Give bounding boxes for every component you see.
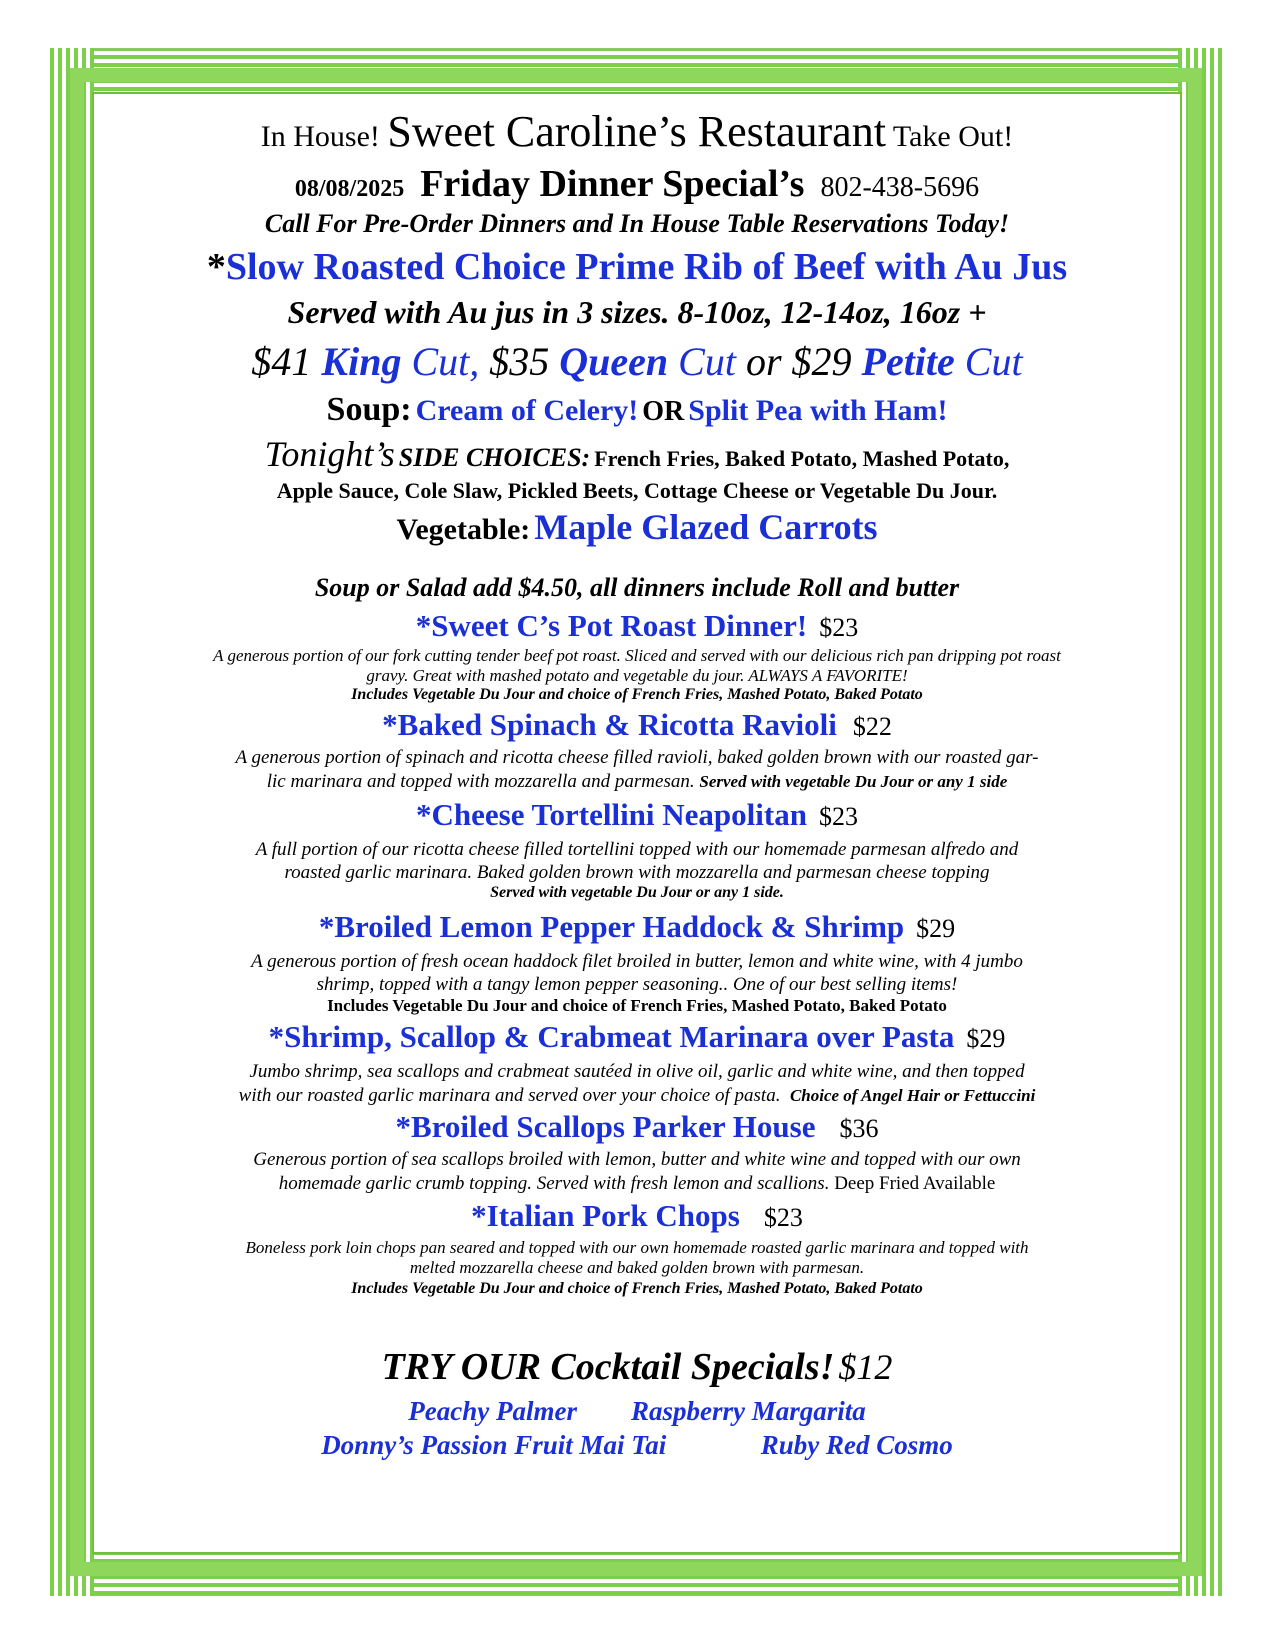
prime-rib-star: * xyxy=(206,246,226,288)
vegetable-value: Maple Glazed Carrots xyxy=(534,507,878,547)
sides-line-1 xyxy=(94,434,1180,482)
cocktail-price: $12 xyxy=(838,1347,893,1387)
queen-cut-suffix: Cut xyxy=(678,339,736,384)
tonights-label: Tonight’s xyxy=(264,434,395,474)
menu-item-tortellini xyxy=(94,796,1180,840)
item-includes: Deep Fried Available xyxy=(834,1173,996,1194)
vegetable-line xyxy=(94,506,1180,556)
item-price: $23 xyxy=(819,613,859,642)
restaurant-name: Sweet Caroline’s Restaurant xyxy=(387,107,886,156)
menu-title: Friday Dinner Special’s xyxy=(420,163,805,205)
item-description-row xyxy=(94,1084,1180,1108)
in-house-label: In House! xyxy=(260,120,380,153)
king-cut-price: $41 xyxy=(251,339,312,384)
petite-cut-price: $29 xyxy=(791,339,852,384)
soup-option-1: Cream of Celery! xyxy=(415,394,639,427)
cocktail-row-2 xyxy=(94,1428,1180,1462)
king-cut-suffix: Cut, xyxy=(411,339,480,384)
take-out-label: Take Out! xyxy=(892,120,1014,153)
soup-line xyxy=(94,390,1180,436)
item-description: roasted garlic marinara. Baked golden brown with mozzarella and parmesan cheese topping xyxy=(284,862,990,883)
vegetable-label: Vegetable: xyxy=(396,513,531,546)
cocktail-item: Peachy Palmer xyxy=(408,1396,577,1426)
prime-rib-prices xyxy=(94,338,1180,386)
cocktail-heading xyxy=(94,1344,1180,1398)
item-name: *Shrimp, Scallop & Crabmeat Marinara over Pasta xyxy=(268,1019,955,1054)
item-description: with our roasted garlic marinara and served over your choice of pasta. xyxy=(238,1085,781,1106)
menu-content xyxy=(94,94,1180,1552)
queen-cut-label: Queen xyxy=(559,339,669,384)
item-description: A generous portion of fresh ocean haddock filet broiled in butter, lemon and white wine, with 4 jumbo xyxy=(251,951,1023,972)
king-cut-label: King xyxy=(321,339,402,384)
item-description: Jumbo shrimp, sea scallops and crabmeat sautéed in olive oil, garlic and white wine, and then topped xyxy=(249,1061,1025,1082)
item-price: $36 xyxy=(839,1114,879,1143)
item-description: A generous portion of our fork cutting tender beef pot roast. Sliced and served with our delicious rich pan dripping pot roast xyxy=(213,646,1061,665)
or-text: or xyxy=(745,339,782,384)
item-description: A full portion of our ricotta cheese filled tortellini topped with our homemade parmesan alfredo and xyxy=(255,839,1019,860)
cocktail-item: Raspberry Margarita xyxy=(630,1396,866,1426)
cocktail-item: Ruby Red Cosmo xyxy=(760,1430,953,1460)
item-description: shrimp, topped with a tangy lemon pepper seasoning.. One of our best selling items! xyxy=(316,974,958,995)
sides-list-2: Apple Sauce, Cole Slaw, Pickled Beets, Cottage Cheese or Vegetable Du Jour. xyxy=(276,478,998,503)
item-name: *Broiled Lemon Pepper Haddock & Shrimp xyxy=(318,909,905,944)
cocktail-heading-text: TRY OUR Cocktail Specials! xyxy=(381,1346,835,1388)
prime-rib-title xyxy=(94,244,1180,290)
item-price: $23 xyxy=(818,802,858,831)
item-includes: Choice of Angel Hair or Fettuccini xyxy=(789,1086,1036,1105)
item-name: *Sweet C’s Pot Roast Dinner! xyxy=(415,608,808,643)
item-description: gravy. Great with mashed potato and vegetable du jour. ALWAYS A FAVORITE! xyxy=(366,666,908,685)
prime-rib-name: Slow Roasted Choice Prime Rib of Beef with Au Jus xyxy=(225,246,1068,288)
item-includes: Served with vegetable Du Jour or any 1 side xyxy=(699,772,1008,791)
soup-option-2: Split Pea with Ham! xyxy=(688,394,948,427)
item-description: lic marinara and topped with mozzarella and parmesan. xyxy=(266,771,695,792)
prime-rib-sizes: Served with Au jus in 3 sizes. 8-10oz, 12-14oz, 16oz + xyxy=(287,294,987,330)
menu-item-pot-roast xyxy=(94,608,1180,650)
item-price: $29 xyxy=(966,1024,1006,1053)
call-ahead-note: Call For Pre-Order Dinners and In House Table Reservations Today! xyxy=(264,209,1010,238)
cocktail-item: Donny’s Passion Fruit Mai Tai xyxy=(321,1430,667,1460)
menu-item-ravioli xyxy=(94,706,1180,750)
sides-list-1: French Fries, Baked Potato, Mashed Potato, xyxy=(594,446,1010,471)
item-name: *Broiled Scallops Parker House xyxy=(395,1109,816,1144)
item-description: Generous portion of sea scallops broiled with lemon, butter and white wine and topped with our own xyxy=(253,1149,1021,1170)
item-description: A generous portion of spinach and ricotta cheese filled ravioli, baked golden brown with our roasted gar- xyxy=(235,747,1039,768)
phone-number: 802-438-5696 xyxy=(820,172,980,203)
item-price: $29 xyxy=(916,914,956,943)
cocktail-row-1 xyxy=(94,1394,1180,1428)
item-name: *Baked Spinach & Ricotta Ravioli xyxy=(382,707,837,742)
item-price: $23 xyxy=(763,1203,803,1232)
item-description: Boneless pork loin chops pan seared and topped with our own homemade roasted garlic marinara and topped with xyxy=(245,1238,1029,1257)
menu-item-haddock xyxy=(94,908,1180,952)
item-includes: Includes Vegetable Du Jour and choice of French Fries, Mashed Potato, Baked Potato xyxy=(351,1280,923,1297)
item-name: *Cheese Tortellini Neapolitan xyxy=(416,797,807,832)
petite-cut-label: Petite xyxy=(861,339,955,384)
item-includes: Includes Vegetable Du Jour and choice of French Fries, Mashed Potato, Baked Potato xyxy=(351,686,923,703)
menu-item-seafood-marinara xyxy=(94,1018,1180,1062)
side-choices-label: SIDE CHOICES: xyxy=(398,443,591,472)
item-price: $22 xyxy=(852,712,892,741)
item-includes: Served with vegetable Du Jour or any 1 side. xyxy=(490,884,784,901)
item-name: *Italian Pork Chops xyxy=(471,1198,740,1233)
soup-label: Soup: xyxy=(326,391,412,428)
item-description-row xyxy=(94,1172,1180,1196)
item-description: homemade garlic crumb topping. Served with fresh lemon and scallions. xyxy=(278,1173,830,1194)
soup-salad-note: Soup or Salad add $4.50, all dinners include Roll and butter xyxy=(314,573,960,602)
menu-date: 08/08/2025 xyxy=(294,176,405,202)
petite-cut-suffix: Cut xyxy=(964,339,1023,384)
soup-or: OR xyxy=(642,396,685,427)
header-date-line xyxy=(94,162,1180,214)
menu-item-pork-chops xyxy=(94,1196,1180,1242)
item-description: melted mozzarella cheese and baked golden brown with parmesan. xyxy=(409,1258,865,1277)
item-includes: Includes Vegetable Du Jour and choice of French Fries, Mashed Potato, Baked Potato xyxy=(327,996,947,1015)
item-description-row xyxy=(94,770,1180,794)
menu-item-scallops-parker xyxy=(94,1108,1180,1152)
queen-cut-price: $35 xyxy=(489,339,550,384)
header-restaurant-line xyxy=(94,108,1180,161)
